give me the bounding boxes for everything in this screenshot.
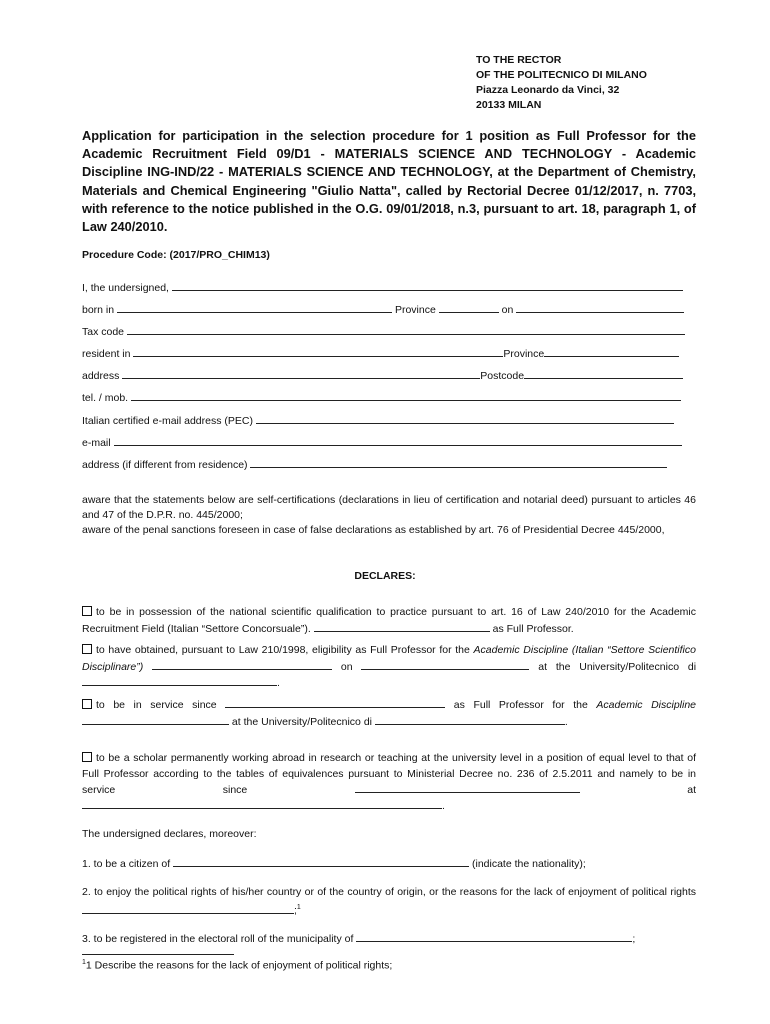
residence-province-blank[interactable]	[544, 346, 679, 357]
footnote-text: 1 Describe the reasons for the lack of enjoyment of political rights;	[85, 959, 393, 972]
field-born	[82, 302, 696, 317]
field-label: on	[501, 304, 514, 316]
field-email	[82, 435, 696, 450]
field-label: address	[82, 370, 120, 382]
birth-date-blank[interactable]	[516, 302, 684, 313]
footnote-mark: 1	[82, 959, 86, 966]
checkbox-icon[interactable]	[82, 699, 92, 709]
field-blank[interactable]	[82, 675, 277, 686]
field-blank[interactable]	[225, 697, 445, 708]
field-label: Italian certified e-mail address (PEC)	[82, 415, 253, 427]
residence-blank[interactable]	[133, 346, 503, 357]
field-label: resident in	[82, 348, 131, 360]
moreover-intro: The undersigned declares, moreover:	[82, 828, 257, 840]
item-text: 2. to enjoy the political rights of his/her country or of the country of origin, or the reasons for the lack of enjoyment of political rights	[82, 886, 696, 898]
field-blank[interactable]	[82, 714, 229, 725]
field-blank[interactable]	[82, 798, 442, 809]
checkbox-icon[interactable]	[82, 606, 92, 616]
name-blank[interactable]	[172, 280, 683, 291]
option-qualification	[82, 604, 696, 638]
field-pec	[82, 413, 696, 428]
field-label: address (if different from residence)	[82, 459, 248, 471]
field-tax-code	[82, 324, 696, 339]
awareness-paragraph: aware of the penal sanctions foreseen in case of false declarations as established by art. 76 of Presidential Decree 445/2000,	[82, 524, 665, 536]
field-blank[interactable]	[375, 714, 565, 725]
item-electoral-roll: 3. to be registered in the electoral roll of the municipality of ;	[82, 933, 636, 945]
option-text: to be in service since	[96, 699, 217, 711]
nationality-blank[interactable]	[173, 856, 469, 867]
pec-blank[interactable]	[256, 413, 674, 424]
municipality-blank[interactable]	[356, 931, 632, 942]
checkbox-icon[interactable]	[82, 644, 92, 654]
field-blank[interactable]	[361, 659, 529, 670]
field-address	[82, 368, 696, 383]
field-alt-address	[82, 457, 696, 472]
email-blank[interactable]	[114, 435, 682, 446]
option-text: to be a scholar permanently working abroad in research or teaching at the university level in a position of equal level to that of Full Professor according to the tables of equivalences pursuant to Ministerial Decree no. 236 of 2.5.2011 and namely to be in service since	[82, 752, 696, 796]
field-tel	[82, 390, 696, 405]
postcode-blank[interactable]	[524, 368, 683, 379]
field-label: Postcode	[480, 370, 525, 382]
address-blank[interactable]	[122, 368, 480, 379]
awareness-block	[82, 493, 696, 538]
field-blank[interactable]	[355, 782, 580, 793]
option-text-italic: Academic Discipline (Italian “Settore Scientifico Disciplinare”)	[82, 644, 696, 673]
option-text: at	[687, 784, 696, 796]
field-undersigned	[82, 280, 696, 295]
option-text: at the University/Politecnico di	[538, 660, 697, 673]
field-label: born in	[82, 304, 115, 316]
recipient-line: TO THE RECTOR	[476, 54, 562, 66]
item-text: 1. to be a citizen of	[82, 858, 171, 870]
option-text: to have obtained, pursuant to Law 210/1998, eligibility as Full Professor for the	[96, 644, 470, 656]
option-service: to be in service since as Full Professor for the Academic Discipline at the University/Politecnico di .	[82, 697, 696, 731]
option-text-italic: Academic Discipline	[596, 699, 697, 711]
option-text: as Full Professor for the	[453, 699, 588, 711]
option-eligibility: to have obtained, pursuant to Law 210/1998, eligibility as Full Professor for the Academic Discipline (Italian “Settore Scientifico Disciplinare”) on at the University/Politecnico di .	[82, 644, 697, 689]
item-text: (indicate the nationality);	[471, 858, 586, 870]
item-text: 3. to be registered in the electoral roll of the municipality of	[82, 933, 354, 945]
birth-province-blank[interactable]	[439, 302, 499, 313]
document-title: Application for participation in the selection procedure for 1 position as Full Professor for the Academic Recruitment Field 09/D1 - MATERIALS SCIENCE AND TECHNOLOGY - Academic Discipline ING-IND/22 - MATERIALS SCIENCE AND TECHNOLOGY, at the Department of Chemistry, Materials and Chemical Engineering "Giulio Natta", called by Rectorial Decree 01/12/2017, n. 7703, with reference to the notice published in the O.G. 09/01/2018, n.3, pursuant to art. 18, paragraph 1, of Law 240/2010.	[82, 128, 696, 235]
political-rights-blank[interactable]	[82, 903, 294, 914]
field-label: Province	[503, 348, 545, 360]
item-political-rights: 2. to enjoy the political rights of his/her country or of the country of origin, or the reasons for the lack of enjoyment of political rights ;$^1$	[82, 886, 696, 917]
field-label: I, the undersigned,	[82, 282, 169, 294]
recipient-line: OF THE POLITECNICO DI MILANO	[476, 69, 647, 81]
tel-blank[interactable]	[131, 390, 681, 401]
option-abroad: to be a scholar permanently working abroad in research or teaching at the university level in a position of equal level to that of Full Professor according to the tables of equivalences pursuant to Ministerial Decree no. 236 of 2.5.2011 and namely to be in service since at .	[82, 752, 696, 812]
footnote	[82, 959, 392, 972]
field-label: e-mail	[82, 437, 111, 449]
recipient-address	[476, 53, 647, 113]
footnote-divider	[82, 954, 234, 955]
recipient-line: Piazza Leonardo da Vinci, 32	[476, 84, 620, 96]
option-text: as Full Professor.	[492, 623, 574, 635]
field-label: Province	[394, 304, 436, 316]
field-label: Tax code	[82, 326, 125, 338]
alt-address-blank[interactable]	[250, 457, 667, 468]
checkbox-icon[interactable]	[82, 752, 92, 762]
birthplace-blank[interactable]	[117, 302, 392, 313]
field-blank[interactable]	[314, 621, 490, 632]
field-residence	[82, 346, 696, 361]
option-text: on	[340, 660, 353, 673]
procedure-code: Procedure Code: (2017/PRO_CHIM13)	[82, 249, 270, 261]
recipient-line: 20133 MILAN	[476, 99, 542, 111]
footnote-ref: 1	[296, 904, 301, 911]
field-blank[interactable]	[152, 659, 332, 670]
item-citizenship	[82, 856, 696, 871]
tax-code-blank[interactable]	[127, 324, 685, 335]
declares-heading: DECLARES:	[354, 570, 416, 582]
awareness-paragraph: aware that the statements below are self-certifications (declarations in lieu of certification and notarial deed) pursuant to articles 46 and 47 of the D.P.R. no. 445/2000;	[82, 494, 696, 521]
option-text: at the University/Politecnico di	[231, 716, 372, 728]
option-text: to be in possession of the national scientific qualification to practice pursuant to art. 16 of Law 240/2010 for the Academic Recruitment Field (Italian “Settore Concorsuale”).	[82, 606, 696, 635]
field-label: tel. / mob.	[82, 392, 129, 404]
